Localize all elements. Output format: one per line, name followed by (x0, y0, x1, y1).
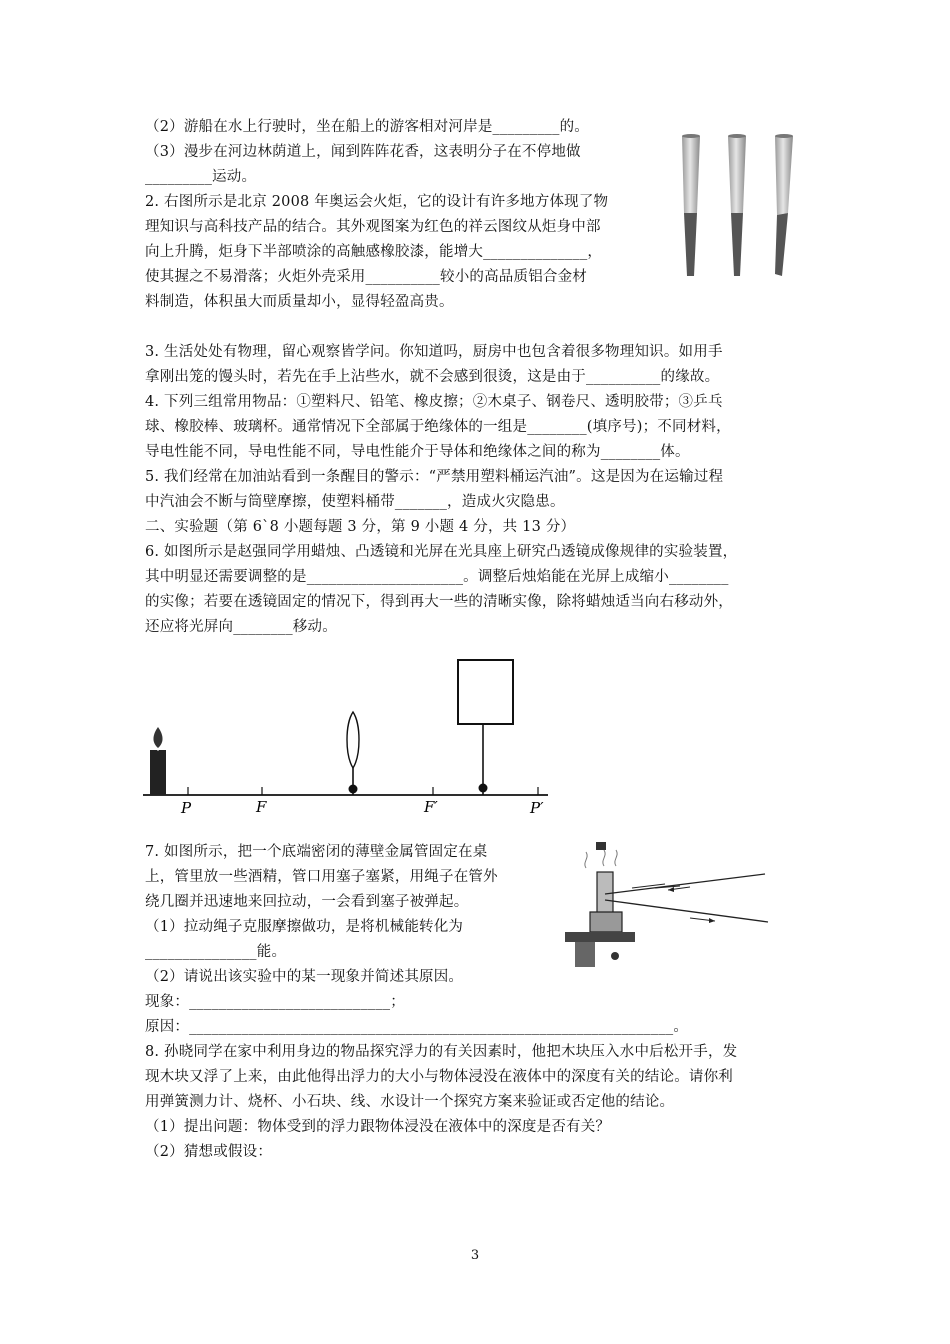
q7-part1-cont: _______________能。 (145, 944, 287, 960)
q3-line2: 拿刚出笼的馒头时，若先在手上沾些水，就不会感到很烫，这是由于__________的缘故。 (145, 369, 720, 385)
page-number: 3 (470, 1248, 480, 1263)
q1-part3: （3）漫步在河边林荫道上，闻到阵阵花香，这表明分子在不停地做 (145, 144, 581, 160)
candle (150, 727, 166, 795)
q6-line3: 的实像；若要在透镜固定的情况下，得到再大一些的清晰实像，除将蜡烛适当向右移动外， (145, 594, 733, 610)
optical-bench-figure (140, 652, 550, 827)
q7-reason: 原因：_________________________________________________________________。 (145, 1019, 689, 1035)
table-edge (565, 932, 635, 942)
q5-line2: 中汽油会不断与筒壁摩擦，使塑料桶带_______，造成火灾隐患。 (145, 494, 565, 510)
torch-left (682, 134, 700, 276)
section-heading: 二、实验题（第 6`8 小题每题 3 分，第 9 小题 4 分，共 13 分） (145, 519, 576, 535)
q7-line3: 绕几圈并迅速地来回拉动，一会看到塞子被弹起。 (145, 894, 469, 910)
q2-line2: 理知识与高科技产品的结合。其外观图案为红色的祥云图纹从炬身中部 (145, 219, 601, 235)
q2-line4: 使其握之不易滑落；火炬外壳采用__________较小的高品质铝合金材 (145, 269, 587, 285)
q4-line3: 导电性能不同，导电性能不同，导电性能介于导体和绝缘体之间的称为________体。 (145, 444, 690, 460)
q2-line3: 向上升腾，炬身下半部喷涂的高触感橡胶漆，能增大______________， (145, 244, 603, 260)
stopper (596, 842, 606, 850)
q4-line2: 球、橡胶棒、玻璃杯。通常情况下全部属于绝缘体的一组是________(填序号)；不同材料， (145, 419, 731, 435)
q7-part1: （1）拉动绳子克服摩擦做功，是将机械能转化为 (145, 919, 464, 935)
convex-lens (347, 712, 359, 795)
q3-line1: 3. 生活处处有物理，留心观察皆学问。你知道吗，厨房中也包含着很多物理知识。如用手 (145, 344, 723, 360)
q4-line1: 4. 下列三组常用物品：①塑料尺、铅笔、橡皮擦；②木桌子、钢卷尺、透明胶带；③乒乓 (145, 394, 723, 410)
q6-line1: 6. 如图所示是赵强同学用蜡烛、凸透镜和光屏在光具座上研究凸透镜成像规律的实验装置， (145, 544, 738, 560)
label-f-prime: F′ (424, 798, 438, 816)
metal-tube-figure (560, 832, 775, 972)
q6-line2: 其中明显还需要调整的是_____________________。调整后烛焰能在光屏上成缩小________ (145, 569, 729, 585)
q8-line2: 现木块又浮了上来，由此他得出浮力的大小与物体浸没在液体中的深度有关的结论。请你利 (145, 1069, 733, 1085)
torch-middle (728, 134, 746, 276)
olympic-torch-figure (672, 128, 802, 283)
label-p: P (181, 799, 192, 817)
q1-part3-cont: _________运动。 (145, 169, 257, 185)
q7-part2: （2）请说出该实验中的某一现象并简述其原因。 (145, 969, 464, 985)
q8-line3: 用弹簧测力计、烧杯、小石块、线、水设计一个探究方案来验证或否定他的结论。 (145, 1094, 675, 1110)
torch-right (775, 134, 793, 276)
q2-line5: 料制造，体积虽大而质量却小，显得轻盈高贵。 (145, 294, 454, 310)
q6-line4: 还应将光屏向________移动。 (145, 619, 337, 635)
q7-phenomenon: 现象：___________________________； (145, 994, 405, 1010)
label-f: F (256, 798, 267, 816)
q8-part2: （2）猜想或假设： (145, 1144, 273, 1160)
q2-line1: 2. 右图所示是北京 2008 年奥运会火炬，它的设计有许多地方体现了物 (145, 194, 609, 210)
label-p-prime: P′ (530, 799, 544, 817)
q1-part2: （2）游船在水上行驶时，坐在船上的游客相对河岸是_________的。 (145, 119, 589, 135)
q7-line2: 上，管里放一些酒精，管口用塞子塞紧，用绳子在管外 (145, 869, 498, 885)
light-screen (458, 660, 513, 795)
q8-part1: （1）提出问题：物体受到的浮力跟物体浸没在液体中的深度是否有关？ (145, 1119, 611, 1135)
q8-line1: 8. 孙晓同学在家中利用身边的物品探究浮力的有关因素时，他把木块压入水中后松开手，发 (145, 1044, 738, 1060)
q5-line1: 5. 我们经常在加油站看到一条醒目的警示：“严禁用塑料桶运汽油”。这是因为在运输过程 (145, 469, 724, 485)
q7-line1: 7. 如图所示，把一个底端密闭的薄壁金属管固定在桌 (145, 844, 488, 860)
